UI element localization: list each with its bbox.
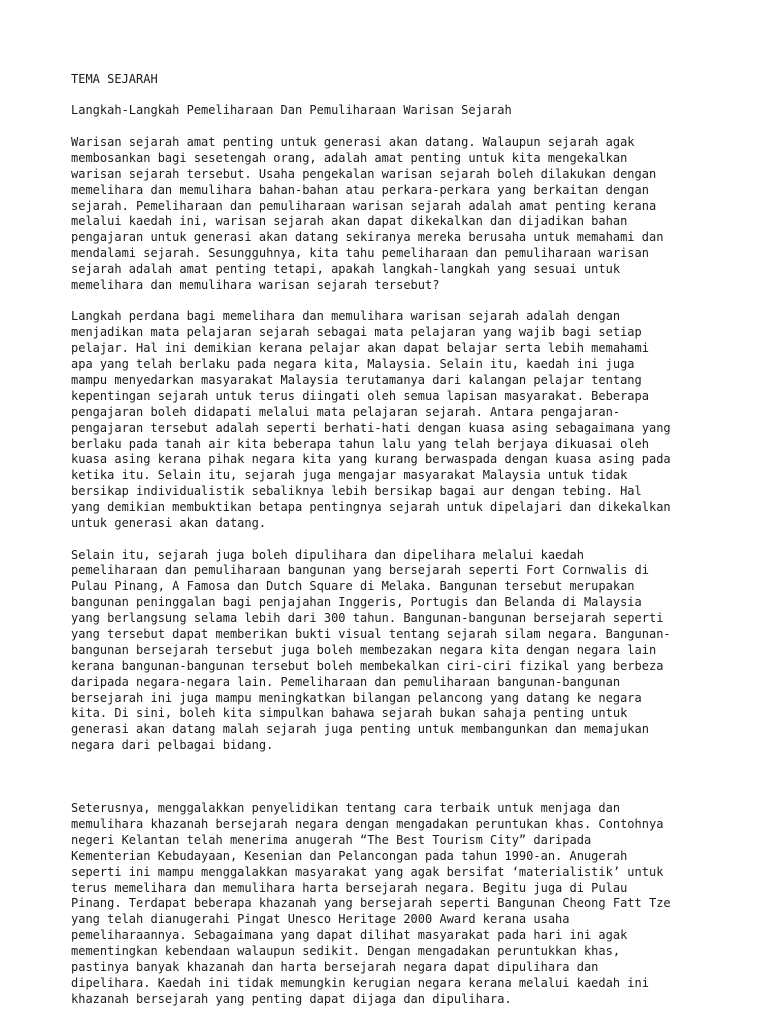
paragraph-line: pengajaran boleh didapati melalui mata pelajaran sejarah. Antara pengajaran- (71, 404, 621, 419)
paragraph-line: pelajar. Hal ini demikian kerana pelajar akan dapat belajar serta lebih memahami (71, 341, 649, 356)
paragraph-line: pemeliharaannya. Sebagaimana yang dapat dilihat masyarakat pada hari ini agak (71, 928, 628, 943)
paragraph-2 (71, 309, 711, 531)
paragraph-line: pengajaran untuk generasi akan datang sekiranya mereka berusaha untuk memahami dan (71, 230, 664, 245)
paragraph-line: pemeliharaan dan pemuliharaan bangunan yang bersejarah seperti Fort Cornwalis di (71, 563, 649, 578)
paragraph-line: sejarah adalah amat penting tetapi, apakah langkah-langkah yang sesuai untuk (71, 262, 621, 277)
paragraph-line: daripada negara-negara lain. Pemeliharaan dan pemuliharaan bangunan-bangunan (71, 674, 621, 689)
paragraph-line: bersikap individualistik sebaliknya lebih bersikap bagai aur dengan tebing. Hal (71, 484, 642, 499)
paragraph-line: Selain itu, sejarah juga boleh dipulihara dan dipelihara melalui kaedah (71, 547, 584, 562)
document-title: TEMA SEJARAH (71, 72, 158, 86)
paragraph-line: Pulau Pinang, A Famosa dan Dutch Square di Melaka. Bangunan tersebut merupakan (71, 579, 635, 594)
paragraph-line: Seterusnya, menggalakkan penyelidikan tentang cara terbaik untuk menjaga dan (71, 801, 621, 816)
paragraph-line: melalui kaedah ini, warisan sejarah akan dapat dikekalkan dan dijadikan bahan (71, 214, 628, 229)
paragraph-line: Pinang. Terdapat beberapa khazanah yang bersejarah seperti Bangunan Cheong Fatt Tze (71, 896, 671, 911)
paragraph-line: generasi akan datang malah sejarah juga penting untuk membangunkan dan memajukan (71, 722, 649, 737)
paragraph-line: mendalami sejarah. Sesungguhnya, kita tahu pemeliharaan dan pemuliharaan warisan (71, 246, 649, 261)
paragraph-line: kepentingan sejarah untuk terus diingati oleh semua lapisan masyarakat. Beberapa (71, 388, 649, 403)
paragraph-line: Langkah perdana bagi memelihara dan memulihara warisan sejarah adalah dengan (71, 309, 621, 324)
paragraph-line: seperti ini mampu menggalakkan masyarakat yang agak bersifat ‘materialistik’ untuk (71, 864, 664, 879)
document-subtitle: Langkah-Langkah Pemeliharaan Dan Pemuliharaan Warisan Sejarah (71, 103, 512, 118)
paragraph-line: mampu menyedarkan masyarakat Malaysia terutamanya dari kalangan pelajar tentang (71, 373, 642, 388)
paragraph-4 (71, 801, 711, 1008)
paragraph-line: ketika itu. Selain itu, sejarah juga mengajar masyarakat Malaysia untuk tidak (71, 468, 628, 483)
paragraph-line: pengajaran tersebut adalah seperti berhati-hati dengan kuasa asing sebagaimana yang (71, 420, 671, 435)
paragraph-line: mementingkan kebendaan walaupun sedikit. Dengan mengadakan peruntukkan khas, (71, 944, 621, 959)
paragraph-line: bangunan bersejarah tersebut juga boleh membezakan negara kita dengan negara lain (71, 642, 657, 657)
paragraph-line: untuk generasi akan datang. (71, 516, 267, 531)
paragraph-line: memulihara khazanah bersejarah negara dengan mengadakan peruntukan khas. Contohnya (71, 817, 664, 831)
paragraph-line: yang demikian membuktikan betapa pentingnya sejarah untuk dipelajari dan dikekalkan (71, 500, 671, 515)
paragraph-line: memelihara dan memulihara warisan sejarah tersebut? (71, 277, 440, 292)
paragraph-line: yang telah dianugerahi Pingat Unesco Heritage 2000 Award kerana usaha (71, 912, 570, 927)
paragraph-line: dipelihara. Kaedah ini tidak memungkin kerugian negara kerana melalui kaedah ini (71, 975, 649, 990)
paragraph-line: kerana bangunan-bangunan tersebut boleh membekalkan ciri-ciri fizikal yang berbeza (71, 658, 664, 673)
paragraph-line: negara dari pelbagai bidang. (71, 738, 274, 753)
paragraph-line: memelihara dan memulihara bahan-bahan atau perkara-perkara yang berkaitan dengan (71, 182, 649, 197)
paragraph-line: berlaku pada tanah air kita beberapa tahun lalu yang telah berjaya dikuasai oleh (71, 436, 649, 451)
paragraph-line: khazanah bersejarah yang penting dapat dijaga dan dipulihara. (71, 991, 512, 1006)
paragraph-line: pastinya banyak khazanah dan harta bersejarah negara dapat dipulihara dan (71, 960, 599, 975)
paragraph-line: warisan sejarah tersebut. Usaha pengekalan warisan sejarah boleh dilakukan dengan (71, 166, 657, 181)
paragraph-line: terus memelihara dan memulihara harta bersejarah negara. Begitu juga di Pulau (71, 880, 628, 895)
paragraph-1 (71, 135, 711, 294)
paragraph-line: membosankan bagi sesetengah orang, adalah amat penting untuk kita mengekalkan (71, 150, 628, 165)
paragraph-3 (71, 548, 711, 755)
paragraph-line: yang tersebut dapat memberikan bukti visual tentang sejarah silam negara. Bangunan- (71, 626, 671, 641)
paragraph-line: sejarah. Pemeliharaan dan pemuliharaan warisan sejarah adalah amat penting kerana (71, 198, 657, 213)
paragraph-line: bangunan peninggalan bagi penjajahan Inggeris, Portugis dan Belanda di Malaysia (71, 595, 642, 610)
paragraph-line: menjadikan mata pelajaran sejarah sebagai mata pelajaran yang wajib bagi setiap (71, 325, 642, 340)
paragraph-line: apa yang telah berlaku pada negara kita, Malaysia. Selain itu, kaedah ini juga (71, 357, 635, 372)
paragraph-line: kuasa asing kerana pihak negara kita yang kurang berwaspada dengan kuasa asing pada (71, 452, 671, 467)
document-page (71, 72, 711, 1023)
paragraph-line: negeri Kelantan telah menerima anugerah “The Best Tourism City” daripada (71, 832, 592, 847)
paragraph-line: Warisan sejarah amat penting untuk generasi akan datang. Walaupun sejarah agak (71, 134, 635, 149)
paragraph-line: Kementerian Kebudayaan, Kesenian dan Pelancongan pada tahun 1990-an. Anugerah (71, 848, 628, 863)
paragraph-line: kita. Di sini, boleh kita simpulkan bahawa sejarah bukan sahaja penting untuk (71, 706, 628, 721)
paragraph-line: bersejarah ini juga mampu meningkatkan bilangan pelancong yang datang ke negara (71, 690, 642, 705)
paragraph-line: yang berlangsung selama lebih dari 300 tahun. Bangunan-bangunan bersejarah seperti (71, 611, 664, 626)
